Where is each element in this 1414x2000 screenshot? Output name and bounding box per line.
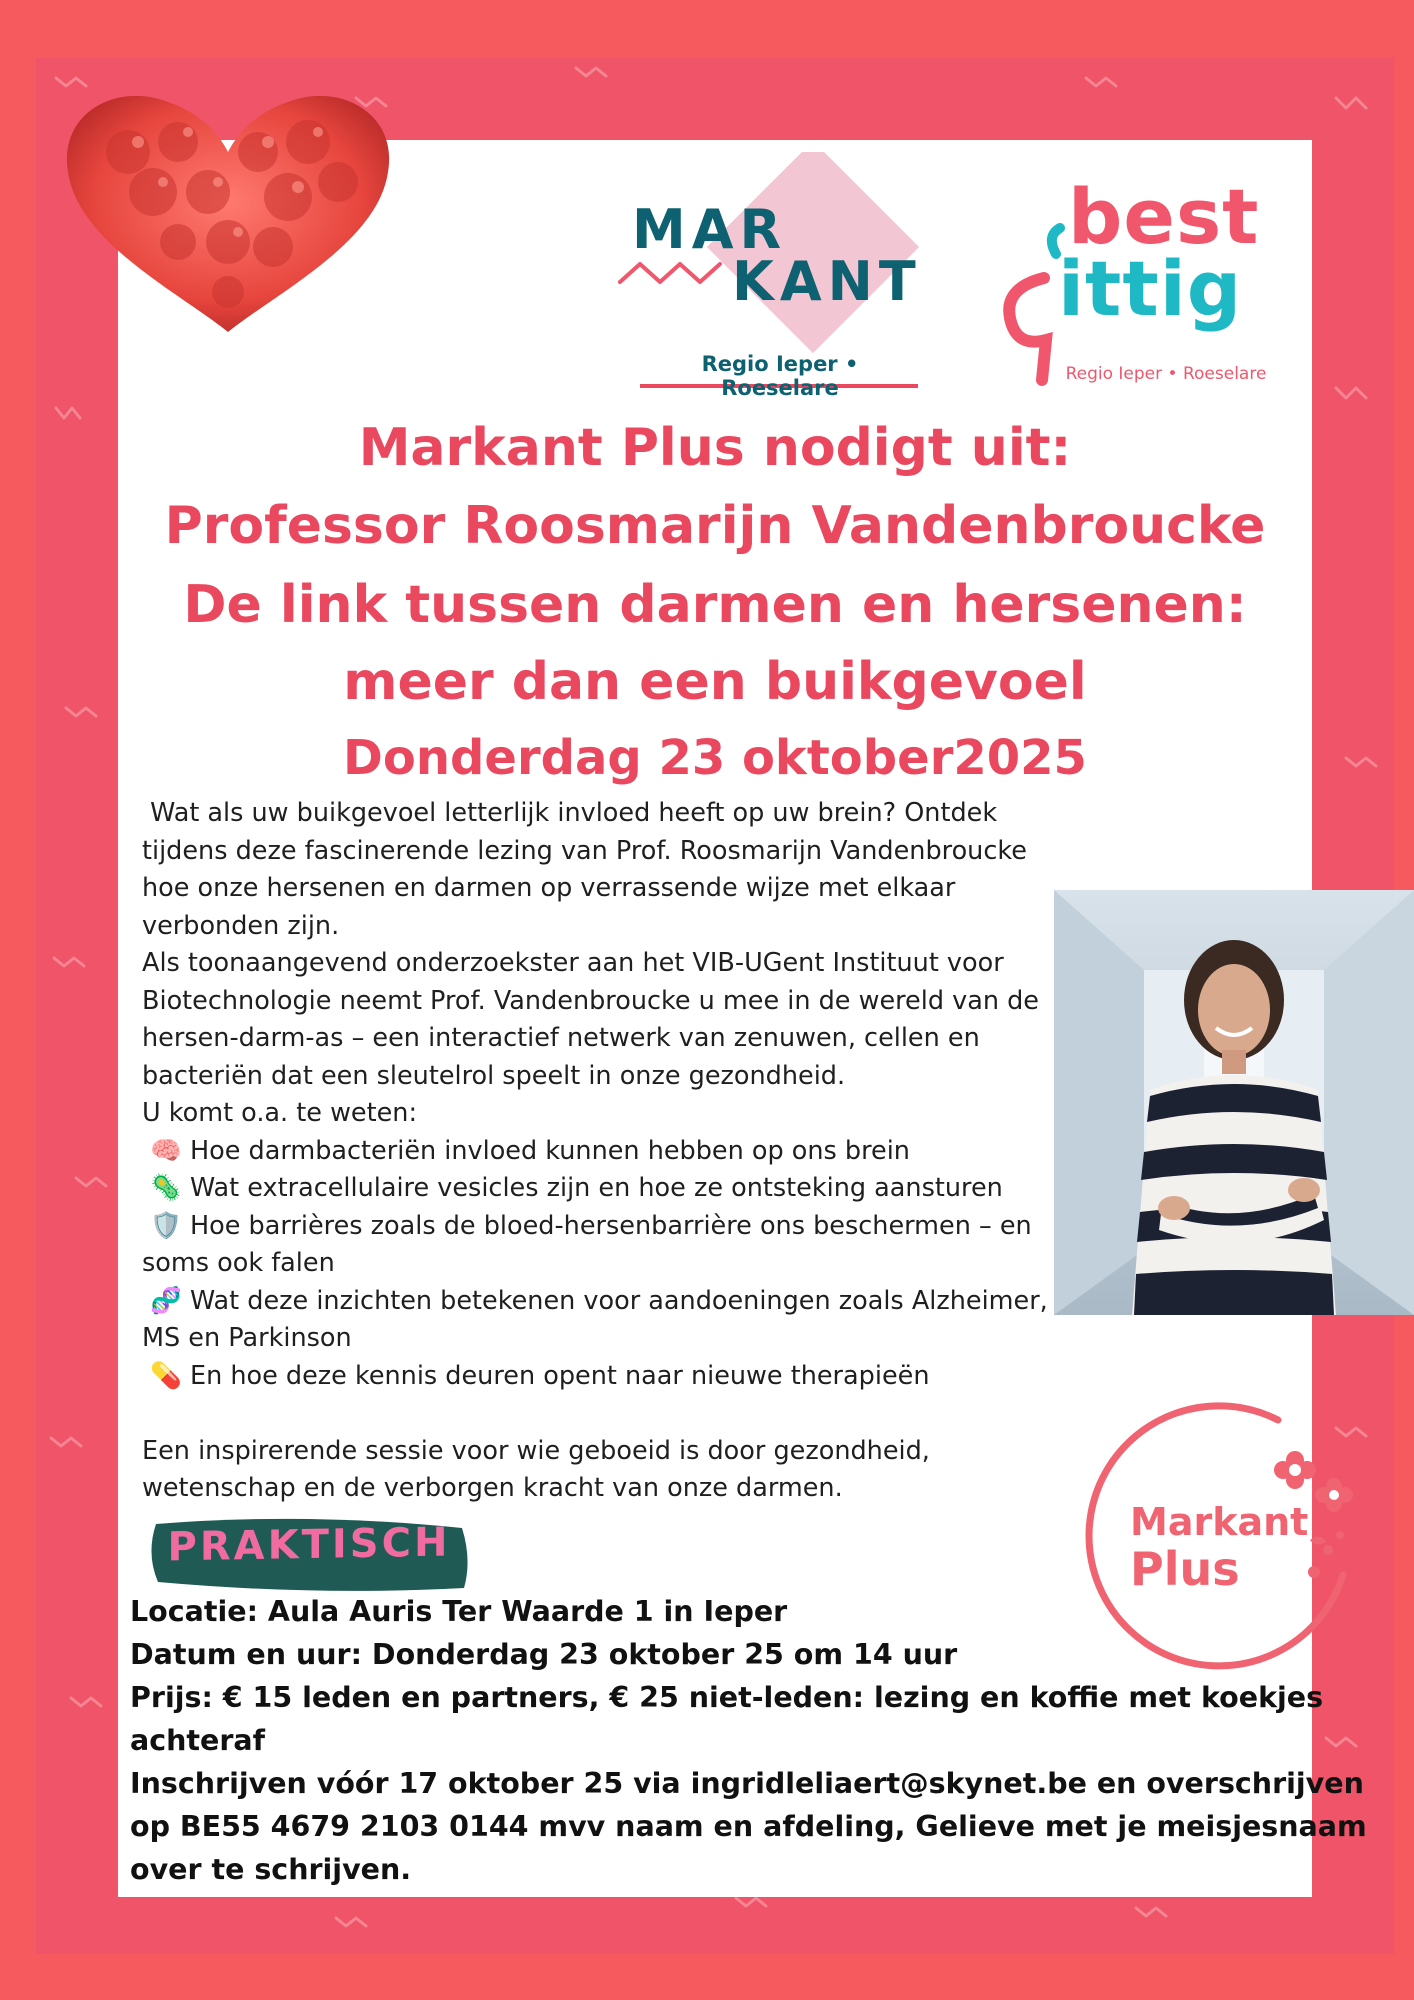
price-line-2: achteraf <box>130 1724 266 1757</box>
best-pittig-line1: best <box>1068 172 1260 261</box>
markant-logo-region: Regio Ieper • Roeselare <box>701 352 859 400</box>
price-line-1: Prijs: € 15 leden en partners, € 25 niet-leden: lezing en koffie met koekjes <box>130 1681 1324 1714</box>
flower-heart-image <box>58 82 398 342</box>
register-line-1: Inschrijven vóór 17 oktober 25 via ingridleliaert@skynet.be en overschrijven <box>130 1767 1364 1800</box>
register-line-2: op BE55 4679 2103 0144 mvv naam en afdeling, Gelieve met je meisjesnaam <box>130 1810 1367 1843</box>
headline-topic-2: meer dan een buikgevoel <box>343 652 1087 712</box>
register-line-3: over te schrijven. <box>130 1853 412 1886</box>
praktisch-label: PRAKTISCH <box>167 1519 451 1571</box>
markant-plus-line1: Markant <box>1130 1500 1309 1544</box>
markant-logo-line2: KANT <box>732 250 922 313</box>
practical-info <box>130 1590 1367 1891</box>
best-pittig-region: Regio Ieper • Roeselare <box>1065 364 1267 384</box>
markant-logo-line1: MAR <box>632 198 788 261</box>
best-pittig-logo <box>1000 172 1280 390</box>
markant-plus-line2: Plus <box>1130 1542 1240 1596</box>
date-time-line: Datum en uur: Donderdag 23 oktober 25 om 14 uur <box>130 1638 958 1671</box>
best-pittig-line2: ittig <box>1058 244 1243 333</box>
lecture-description: Wat als uw buikgevoel letterlijk invloed heeft op uw brein? Ontdek tijdens deze fascinerende lezing van Prof. Roosmarijn Vandenbroucke hoe onze hersenen en darmen op verrassende wijze met elkaar verbonden zijn. Als toonaangevend onderzoekster aan het VIB-UGent Instituut voor Biotechnologie neemt Prof. Vandenbroucke u mee in de wereld van de hersen-darm-as – een interactief netwerk van zenuwen, cellen en bacteriën dat een sleutelrol speelt in onze gezondheid. U komt o.a. te weten: 🧠 Hoe darmbacteriën invloed kunnen hebben op ons brein 🦠 Wat extracellulaire vesicles zijn en hoe ze ontsteking aansturen 🛡️ Hoe barrières zoals de bloed-hersenbarrière ons beschermen – en soms ook falen 🧬 Wat deze inzichten betekenen voor aandoeningen zoals Alzheimer, MS en Parkinson 💊 En hoe deze kennis deuren opent naar nieuwe therapieën Een inspirerende sessie voor wie geboeid is door gezondheid, wetenschap en de verborgen kracht van onze darmen. <box>142 798 1048 1503</box>
headline-invite: Markant Plus nodigt uit: <box>358 418 1072 478</box>
headline-speaker: Professor Roosmarijn Vandenbroucke <box>164 496 1266 556</box>
headline-date: Donderdag 23 oktober2025 <box>343 730 1087 786</box>
markant-logo <box>618 152 940 400</box>
location-line: Locatie: Aula Auris Ter Waarde 1 in Ieper <box>130 1595 788 1628</box>
headline-topic-1: De link tussen darmen en hersenen: <box>183 575 1247 635</box>
speaker-photo <box>1054 890 1414 1315</box>
